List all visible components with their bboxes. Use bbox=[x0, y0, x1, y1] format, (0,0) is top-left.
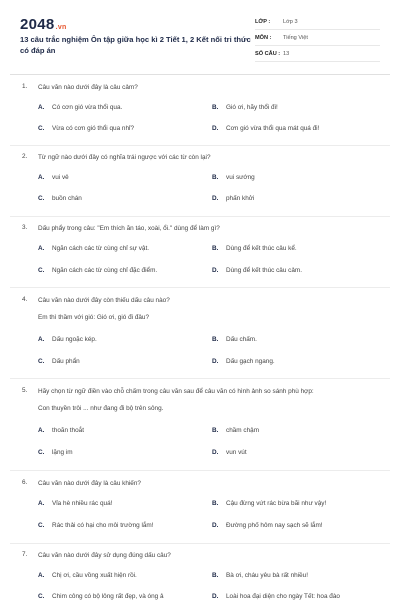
option-text: thoăn thoắt bbox=[52, 427, 84, 434]
meta-value: Tiếng Việt bbox=[283, 34, 308, 41]
option-text: Ngăn cách các từ cùng chỉ đặc điểm. bbox=[52, 267, 158, 274]
question-number: 6. bbox=[22, 479, 28, 486]
option-letter: D. bbox=[212, 125, 219, 132]
question-text: Từ ngữ nào dưới đây có nghĩa trái ngược với các từ còn lại? bbox=[38, 154, 211, 161]
option-text: Dấu chấm. bbox=[226, 336, 257, 343]
option-letter: A. bbox=[38, 427, 45, 434]
question-number: 1. bbox=[22, 83, 28, 90]
option-a[interactable] bbox=[38, 336, 97, 343]
question-number: 2. bbox=[22, 153, 28, 160]
option-d[interactable] bbox=[212, 125, 319, 132]
option-text: vui sướng bbox=[226, 174, 255, 181]
question-separator bbox=[10, 287, 390, 288]
option-text: Vừa có cơn gió thổi qua nhỉ? bbox=[52, 125, 135, 132]
option-text: chầm chậm bbox=[226, 427, 260, 434]
option-text: Chị ơi, cầu vồng xuất hiện rồi. bbox=[52, 572, 137, 579]
option-letter: A. bbox=[38, 104, 45, 111]
option-letter: B. bbox=[212, 572, 219, 579]
meta-value: Lớp 3 bbox=[283, 18, 298, 25]
question-number: 3. bbox=[22, 224, 28, 231]
question-separator bbox=[10, 470, 390, 471]
option-letter: D. bbox=[212, 195, 219, 202]
meta-row-class bbox=[255, 14, 380, 30]
option-d[interactable] bbox=[212, 449, 247, 456]
question-text: Câu văn nào dưới đây là câu cảm? bbox=[38, 84, 138, 91]
question-number: 7. bbox=[22, 551, 28, 558]
option-text: Gió ơi, hãy thổi đi! bbox=[226, 104, 278, 111]
option-letter: C. bbox=[38, 522, 45, 529]
option-letter: B. bbox=[212, 245, 219, 252]
option-letter: D. bbox=[212, 267, 219, 274]
option-letter: B. bbox=[212, 104, 219, 111]
question-text: Câu văn nào dưới đây là câu khiến? bbox=[38, 480, 141, 487]
option-b[interactable] bbox=[212, 500, 326, 507]
question-passage: Con thuyền trôi ... như đang đi bộ trên sông. bbox=[38, 405, 164, 412]
option-letter: D. bbox=[212, 449, 219, 456]
option-text: Cậu đừng vứt rác bừa bãi như vậy! bbox=[226, 500, 327, 507]
document-header bbox=[0, 0, 400, 70]
option-d[interactable] bbox=[212, 195, 254, 202]
header-divider bbox=[10, 74, 390, 75]
meta-value: 13 bbox=[283, 50, 290, 57]
question-separator bbox=[10, 543, 390, 544]
option-letter: A. bbox=[38, 336, 45, 343]
option-a[interactable] bbox=[38, 174, 69, 181]
question-number: 5. bbox=[22, 387, 28, 394]
option-b[interactable] bbox=[212, 572, 308, 579]
option-text: Rác thải có hại cho môi trường lắm! bbox=[52, 522, 154, 529]
meta-label: MÔN : bbox=[255, 34, 272, 41]
option-text: Dùng để kết thúc câu cảm. bbox=[226, 267, 303, 274]
option-letter: C. bbox=[38, 593, 45, 600]
option-text: Chim công có bộ lông rất đẹp, và óng ả bbox=[52, 593, 164, 600]
option-letter: D. bbox=[212, 593, 219, 600]
meta-row-count bbox=[255, 46, 380, 62]
option-letter: C. bbox=[38, 449, 45, 456]
option-letter: C. bbox=[38, 125, 45, 132]
option-letter: C. bbox=[38, 267, 45, 274]
option-a[interactable] bbox=[38, 500, 112, 507]
option-c[interactable] bbox=[38, 267, 157, 274]
option-d[interactable] bbox=[212, 267, 302, 274]
option-b[interactable] bbox=[212, 174, 255, 181]
option-text: vui vẻ bbox=[52, 174, 69, 181]
option-a[interactable] bbox=[38, 104, 122, 111]
option-a[interactable] bbox=[38, 427, 84, 434]
option-text: Đường phố hôm nay sạch sẽ lắm! bbox=[226, 522, 323, 529]
option-c[interactable] bbox=[38, 195, 82, 202]
option-text: Loài hoa đại diện cho ngày Tết: hoa đào bbox=[226, 593, 340, 600]
question-separator bbox=[10, 145, 390, 146]
meta-info-table bbox=[255, 14, 380, 62]
option-c[interactable] bbox=[38, 125, 134, 132]
option-letter: B. bbox=[212, 174, 219, 181]
option-letter: D. bbox=[212, 522, 219, 529]
option-letter: A. bbox=[38, 572, 45, 579]
option-letter: A. bbox=[38, 245, 45, 252]
option-text: lặng im bbox=[52, 449, 73, 456]
option-d[interactable] bbox=[212, 522, 323, 529]
option-text: vun vút bbox=[226, 449, 247, 456]
question-separator bbox=[10, 378, 390, 379]
question-passage: Em thì thầm với gió: Gió ơi, gió đi đâu? bbox=[38, 314, 150, 321]
option-b[interactable] bbox=[212, 336, 257, 343]
option-text: Dùng để kết thúc câu kể. bbox=[226, 245, 297, 252]
meta-row-subject bbox=[255, 30, 380, 46]
option-letter: B. bbox=[212, 336, 219, 343]
question-number: 4. bbox=[22, 296, 28, 303]
question-text: Câu văn nào dưới đây sử dụng đúng dấu câu? bbox=[38, 552, 171, 559]
question-text: Hãy chọn từ ngữ điền vào chỗ chấm trong câu văn sau để câu văn có hình ảnh so sánh phù hợp: bbox=[38, 388, 314, 395]
meta-label: SỐ CÂU : bbox=[255, 50, 281, 57]
option-b[interactable] bbox=[212, 104, 278, 111]
option-letter: C. bbox=[38, 195, 45, 202]
option-text: Ngăn cách các từ cùng chỉ sự vật. bbox=[52, 245, 150, 252]
logo-suffix: .vn bbox=[55, 24, 67, 31]
logo-main: 2048 bbox=[20, 16, 55, 33]
option-letter: A. bbox=[38, 174, 45, 181]
option-letter: B. bbox=[212, 427, 219, 434]
option-text: Bà ơi, cháu yêu bà rất nhiều! bbox=[226, 572, 308, 579]
option-text: Vỉa hè nhiều rác quá! bbox=[52, 500, 113, 507]
option-c[interactable] bbox=[38, 449, 73, 456]
option-c[interactable] bbox=[38, 522, 154, 529]
question-text: Dấu phẩy trong câu: "Em thích ăn táo, xoài, ổi." dùng để làm gì? bbox=[38, 225, 220, 232]
option-text: Có cơn gió vừa thổi qua. bbox=[52, 104, 123, 111]
option-text: Dấu phẩn bbox=[52, 358, 80, 365]
site-logo[interactable] bbox=[20, 16, 67, 33]
option-text: Dấu gạch ngang. bbox=[226, 358, 275, 365]
meta-label: LỚP : bbox=[255, 18, 271, 25]
option-b[interactable] bbox=[212, 427, 259, 434]
option-d[interactable] bbox=[212, 358, 275, 365]
option-text: phấn khởi bbox=[226, 195, 255, 202]
page-title: 13 câu trắc nghiệm Ôn tập giữa học kì 2 Tiết 1, 2 Kết nối tri thức có đáp án bbox=[20, 35, 251, 55]
option-letter: A. bbox=[38, 500, 45, 507]
option-d[interactable] bbox=[212, 593, 340, 600]
option-b[interactable] bbox=[212, 245, 297, 252]
option-text: Dấu ngoặc kép. bbox=[52, 336, 97, 343]
option-a[interactable] bbox=[38, 572, 137, 579]
option-letter: B. bbox=[212, 500, 219, 507]
question-separator bbox=[10, 216, 390, 217]
option-text: Cơn gió vừa thổi qua mát quá đi! bbox=[226, 125, 320, 132]
option-a[interactable] bbox=[38, 245, 149, 252]
option-c[interactable] bbox=[38, 593, 164, 600]
option-text: buồn chán bbox=[52, 195, 82, 202]
option-letter: C. bbox=[38, 358, 45, 365]
question-text: Câu văn nào dưới đây còn thiếu dấu câu nào? bbox=[38, 297, 170, 304]
option-c[interactable] bbox=[38, 358, 80, 365]
option-letter: D. bbox=[212, 358, 219, 365]
